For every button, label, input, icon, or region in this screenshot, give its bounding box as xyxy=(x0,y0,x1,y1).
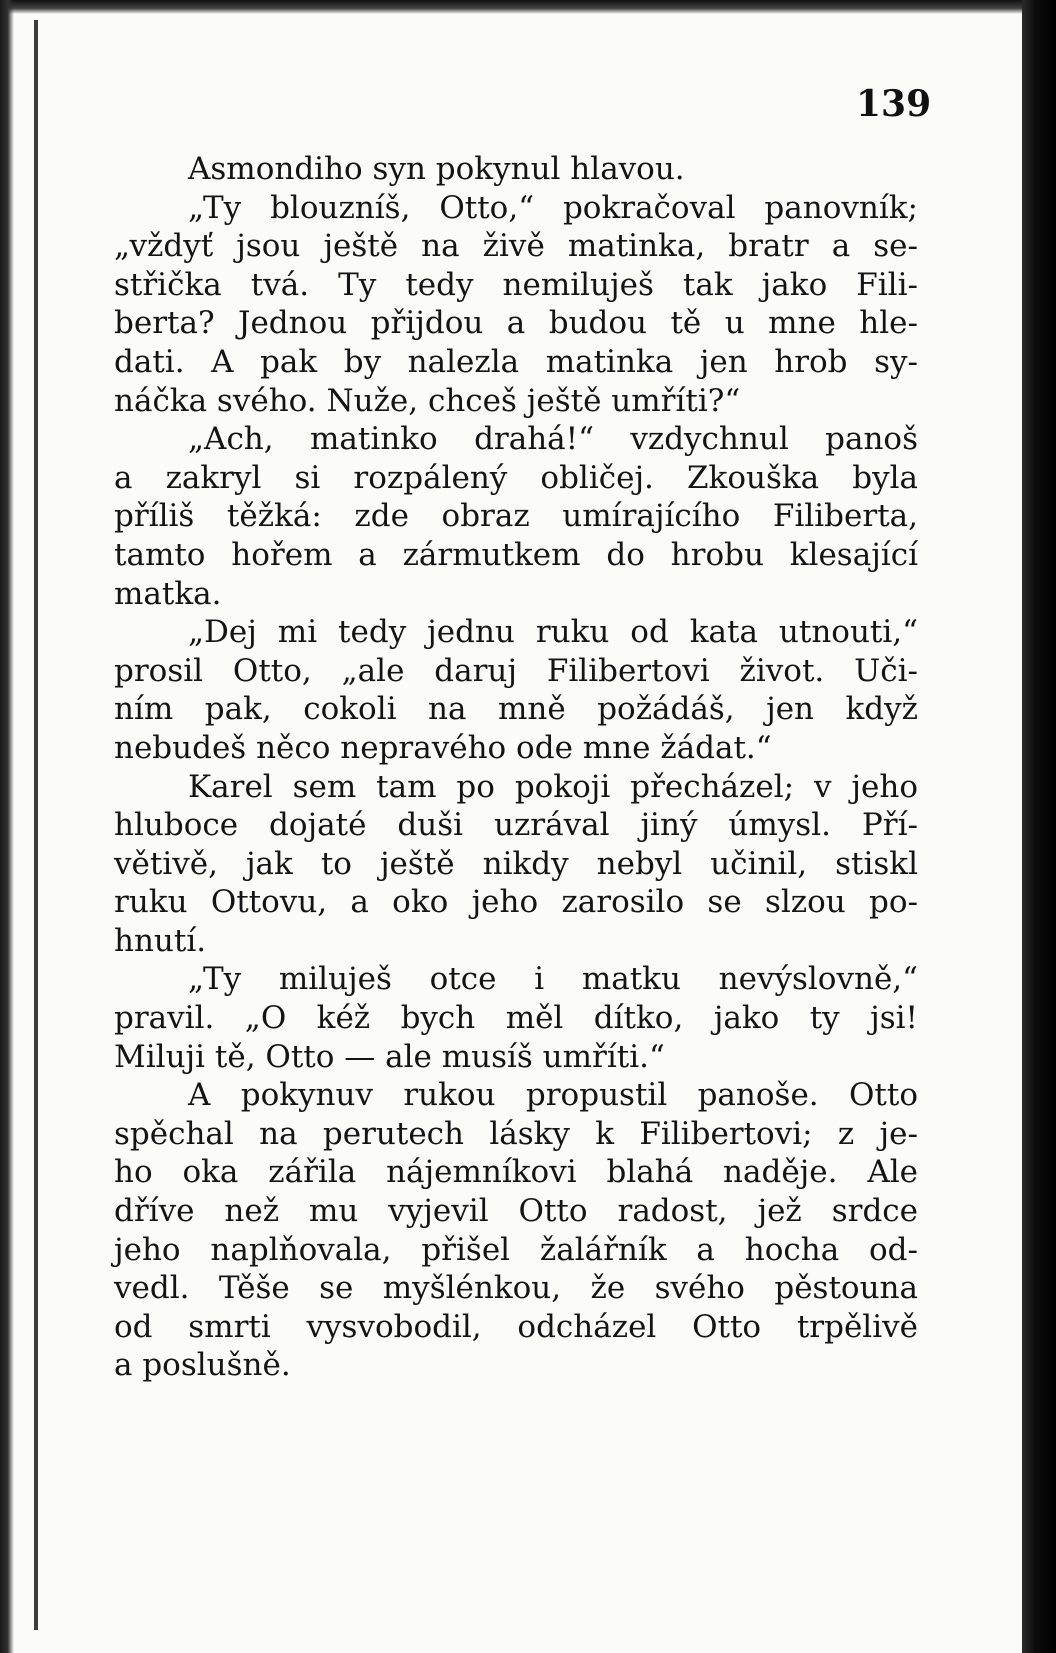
text-line: hnutí. xyxy=(114,922,207,959)
text-line: střička tvá. Ty tedy nemiluješ tak jako Fili- xyxy=(114,266,918,303)
text-line: berta? Jednou přijdou a budou tě u mne hle- xyxy=(114,305,918,342)
text-line: Asmondiho syn pokynul hlavou. xyxy=(188,151,685,187)
text-line: hluboce dojaté duši uzrával jiný úmysl. Pří- xyxy=(114,807,918,844)
text-line: spěchal na perutech lásky k Filibertovi; z je- xyxy=(114,1115,918,1152)
body-text xyxy=(114,150,918,1385)
scan-top-shadow xyxy=(0,0,1056,14)
text-line: Miluji tě, Otto — ale musíš umříti.“ xyxy=(114,1038,665,1075)
book-spine-line xyxy=(34,20,38,1630)
text-line: „Ty blouzníš, Otto,“ pokračoval panovník; xyxy=(188,189,918,226)
text-line: jeho naplňovala, přišel žalářník a hocha od- xyxy=(114,1231,918,1268)
page-number: 139 xyxy=(856,83,932,125)
scan-left-shadow xyxy=(0,0,14,1653)
text-line: nebudeš něco nepravého ode mne žádat.“ xyxy=(114,729,772,766)
text-line: dříve než mu vyjevil Otto radost, jež srdce xyxy=(114,1193,918,1230)
text-line: vedl. Těše se myšlénkou, že svého pěstouna xyxy=(114,1270,918,1307)
text-line: Karel sem tam po pokoji přecházel; v jeho xyxy=(188,768,918,805)
text-line: prosil Otto, „ale daruj Filibertovi život. Uči- xyxy=(114,652,918,689)
text-line: A pokynuv rukou propustil panoše. Otto xyxy=(188,1077,918,1114)
text-line: náčka svého. Nuže, chceš ještě umříti?“ xyxy=(114,382,741,419)
text-line: dati. A pak by nalezla matinka jen hrob sy- xyxy=(114,343,918,380)
text-line: „Ach, matinko drahá!“ vzdychnul panoš xyxy=(188,421,918,458)
text-line: „Ty miluješ otce i matku nevýslovně,“ xyxy=(188,961,918,998)
text-line: ruku Ottovu, a oko jeho zarosilo se slzou po- xyxy=(114,884,918,921)
text-line: od smrti vysvobodil, odcházel Otto trpělivě xyxy=(114,1308,918,1345)
text-line: tamto hořem a zármutkem do hrobu klesající xyxy=(114,536,918,573)
text-line: ním pak, cokoli na mně požádáš, jen když xyxy=(114,691,918,728)
text-line: a poslušně. xyxy=(114,1347,291,1384)
text-line: větivě, jak to ještě nikdy nebyl učinil, stiskl xyxy=(114,845,918,882)
text-line: matka. xyxy=(114,575,222,612)
text-line: ho oka zářila nájemníkovi blahá naděje. Ale xyxy=(114,1154,918,1191)
scan-right-edge xyxy=(1022,0,1056,1653)
text-line: příliš těžká: zde obraz umírajícího Filiberta, xyxy=(114,498,918,535)
text-line: pravil. „O kéž bych měl dítko, jako ty jsi! xyxy=(114,1000,918,1037)
text-line: a zakryl si rozpálený obličej. Zkouška byla xyxy=(114,459,918,496)
text-line: „vždyť jsou ještě na živě matinka, bratr a se- xyxy=(114,228,918,265)
text-line: „Dej mi tedy jednu ruku od kata utnouti,“ xyxy=(188,614,918,651)
